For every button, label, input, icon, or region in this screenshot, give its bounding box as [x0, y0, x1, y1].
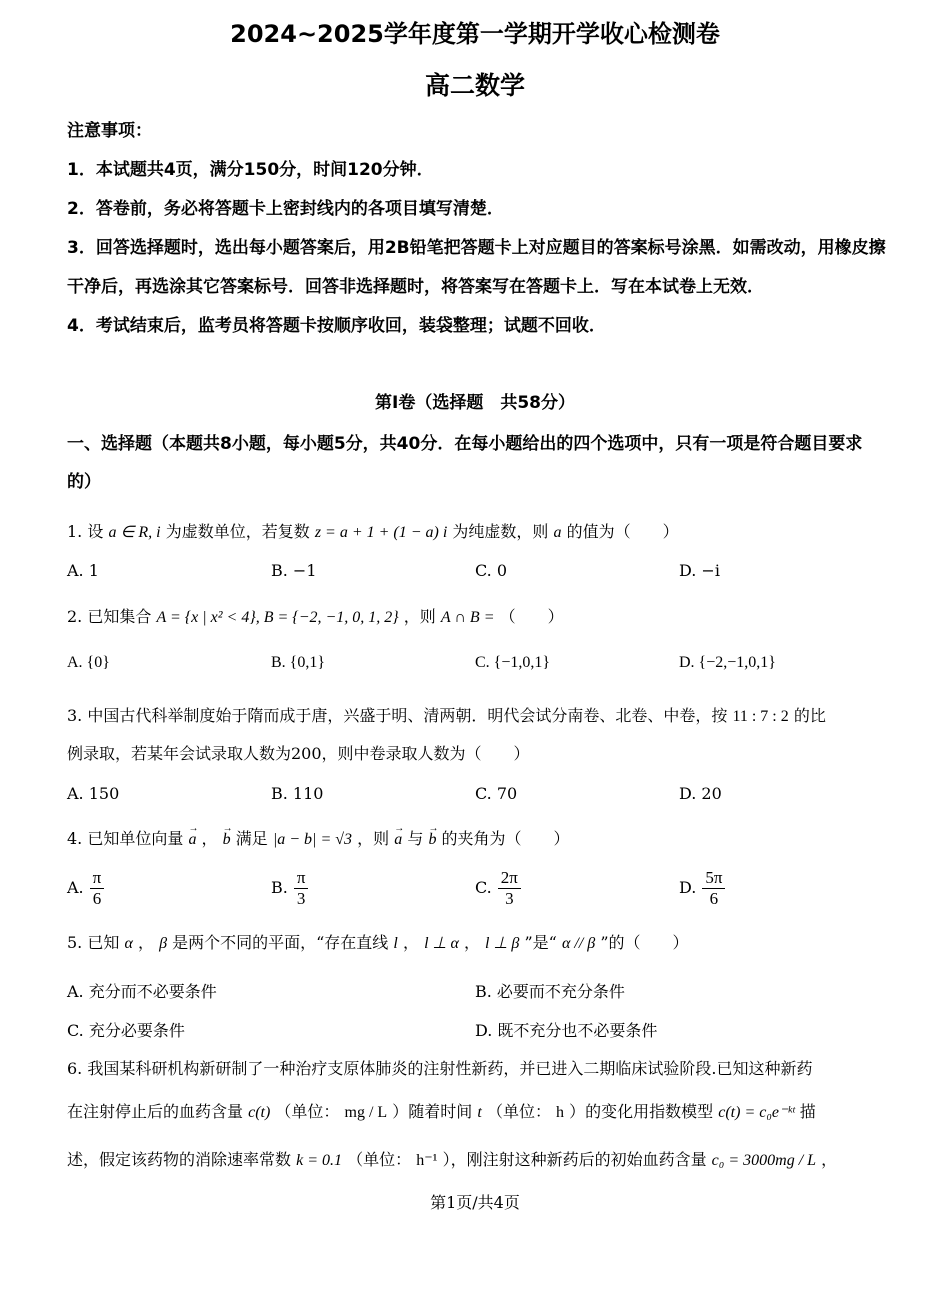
q5-text: ”的（ ） [600, 933, 689, 952]
q4-options [67, 868, 887, 920]
vector-b: → b [428, 821, 436, 859]
q5-text: ， [137, 933, 154, 952]
option-label: A. [67, 878, 84, 897]
option-b: B. −1 [271, 561, 317, 580]
section-title: 第Ⅰ卷（选择题 共58分） [375, 393, 575, 413]
alpha-symbol: α [124, 935, 133, 952]
question-4 [67, 820, 887, 858]
q6-unit: mg / L [344, 1104, 388, 1121]
q4-text: 满足 [235, 829, 268, 848]
option-d: D. −i [679, 561, 720, 580]
exam-title: 2024~2025学年度第一学期开学收心检测卷 [230, 20, 720, 48]
q2-expression: A = {x | x² < 4}, B = {−2, −1, 0, 1, 2} [156, 609, 399, 626]
q3-ratio: 11 : 7 : 2 [732, 708, 789, 725]
question-2 [67, 598, 887, 636]
q6-k: k = 0.1 [296, 1152, 343, 1169]
q6-text: 在注射停止后的血药含量 [67, 1102, 244, 1121]
q5-text: 是两个不同的平面，“存在直线 [172, 933, 389, 952]
option-d: D. {−2,−1,0,1} [679, 654, 776, 671]
option-label: B. [271, 878, 288, 897]
q1-num: 1. 设 [67, 522, 104, 541]
option-a: A. 1 [67, 561, 99, 580]
note-item: 3．回答选择题时，选出每小题答案后，用2B铅笔把答题卡上对应题目的答案标号涂黑．如需改动，用橡皮擦干净后，再选涂其它答案标号．回答非选择题时，将答案写在答题卡上．写在本试卷上无效． [67, 238, 886, 297]
option-c: C. 70 [475, 784, 518, 803]
q6-line-1: 6. 我国某科研机构新研制了一种治疗支原体肺炎的注射性新药，并已进入二期临床试验阶段.已知这种新药 [67, 1059, 813, 1078]
question-5 [67, 924, 887, 962]
q5-text: ， [402, 933, 419, 952]
q6-h: h [556, 1104, 565, 1121]
line-symbol: l [393, 935, 398, 952]
option-c: C. 充分必要条件 [67, 1021, 185, 1040]
page-footer: 第1页/共4页 [430, 1193, 520, 1212]
option-fraction [702, 868, 725, 909]
option-c: C. {−1,0,1} [475, 654, 551, 671]
q6-text: （单位： [347, 1150, 412, 1169]
q1-text: 为纯虚数，则 [452, 522, 549, 541]
denominator: 3 [296, 889, 306, 908]
notes-section [67, 112, 887, 346]
q2-text: ，则 [403, 607, 436, 626]
numerator: π [90, 868, 105, 889]
q3-text: 的比 [793, 706, 826, 725]
q6-text: （单位： [486, 1102, 551, 1121]
option-a: A. 充分而不必要条件 [67, 982, 217, 1001]
q6-ct: c(t) [248, 1104, 271, 1121]
denominator: 3 [505, 889, 514, 908]
q5-condition-2: l ⊥ β [485, 935, 520, 952]
denominator: 6 [709, 889, 719, 908]
q5-condition-3: α // β [561, 935, 596, 952]
q1-options [67, 561, 887, 591]
exam-subtitle: 高二数学 [424, 71, 525, 100]
q4-text: 与 [407, 829, 424, 848]
beta-symbol: β [159, 935, 168, 952]
q5-options-row-1 [67, 979, 887, 1009]
q2-num: 2. 已知集合 [67, 607, 152, 626]
option-d: D. 既不充分也不必要条件 [475, 1021, 658, 1040]
notes-heading: 注意事项： [67, 121, 152, 141]
q1-text: 的值为（ ） [566, 522, 679, 541]
q6-hinv: h⁻¹ [416, 1152, 438, 1169]
numerator: 2π [498, 868, 521, 889]
option-b: B. 必要而不充分条件 [475, 982, 625, 1001]
note-item: 1．本试题共4页，满分150分，时间120分钟． [67, 160, 434, 180]
q1-variable: a [553, 524, 562, 541]
note-item: 2．答卷前，务必将答题卡上密封线内的各项目填写清楚． [67, 199, 504, 219]
q3-line-1: 3. 中国古代科举制度始于隋而成于唐，兴盛于明、清两朝．明代会试分南卷、北卷、中卷，按 [67, 706, 728, 725]
q4-text: 4. 已知单位向量 [67, 829, 184, 848]
q1-text: 为虚数单位，若复数 [165, 522, 310, 541]
q3-line-2: 例录取，若某年会试录取人数为200，则中卷录取人数为（ ） [67, 744, 530, 763]
option-label: C. [475, 878, 492, 897]
option-a [67, 868, 104, 909]
q4-text: 的夹角为（ ） [441, 829, 570, 848]
q6-text: （单位： [275, 1102, 340, 1121]
option-d [679, 868, 725, 909]
q5-text: 5. 已知 [67, 933, 120, 952]
option-c: C. 0 [475, 561, 508, 580]
option-b [271, 868, 308, 909]
q5-condition-1: l ⊥ α [424, 935, 459, 952]
q6-text: ），刚注射这种新药后的初始血药含量 [442, 1150, 707, 1169]
option-d: D. 20 [679, 784, 722, 803]
q2-options [67, 654, 887, 684]
option-fraction [90, 868, 105, 909]
q5-text: ”是“ [524, 933, 557, 952]
note-item: 4．考试结束后，监考员将答题卡按顺序收回，装袋整理；试题不回收． [67, 316, 606, 336]
question-3 [67, 697, 887, 773]
q6-t: t [477, 1104, 482, 1121]
question-6 [67, 1050, 887, 1184]
vector-b: → b [223, 821, 231, 859]
q6-c0: c₀ = 3000mg / L [711, 1152, 817, 1169]
numerator: 5π [702, 868, 725, 889]
q6-text: 描 [799, 1102, 816, 1121]
numerator: π [294, 868, 309, 889]
option-c [475, 868, 521, 909]
q4-expression: |a − b| = √3 [272, 831, 353, 848]
q4-text: ，则 [357, 829, 390, 848]
option-b: B. 110 [271, 784, 324, 803]
question-1 [67, 513, 887, 551]
q2-text: （ ） [499, 607, 564, 626]
q1-expression: z = a + 1 + (1 − a) i [314, 524, 448, 541]
part-one-instructions: 一、选择题（本题共8小题，每小题5分，共40分．在每小题给出的四个选项中，只有一项是符合题目要求的） [67, 434, 863, 492]
q1-condition: a ∈ R, i [108, 524, 161, 541]
option-b: B. {0,1} [271, 654, 326, 671]
option-fraction [294, 868, 309, 909]
denominator: 6 [92, 889, 102, 908]
q5-options-row-2 [67, 1018, 887, 1048]
q6-model: c(t) = c₀e⁻ᵏᵗ [718, 1104, 795, 1121]
option-a: A. 150 [67, 784, 120, 803]
q6-text: ）随着时间 [392, 1102, 473, 1121]
q2-expression-2: A ∩ B = [440, 609, 495, 626]
option-fraction [498, 868, 521, 909]
q6-text: 述，假定该药物的消除速率常数 [67, 1150, 292, 1169]
q5-text: ， [463, 933, 480, 952]
option-a: A. {0} [67, 654, 110, 671]
option-label: D. [679, 878, 697, 897]
q4-text: ， [201, 829, 218, 848]
vector-a: → a [394, 821, 402, 859]
q6-text: ）的变化用指数模型 [569, 1102, 714, 1121]
q6-text: ， [821, 1150, 838, 1169]
vector-a: → a [188, 821, 196, 859]
